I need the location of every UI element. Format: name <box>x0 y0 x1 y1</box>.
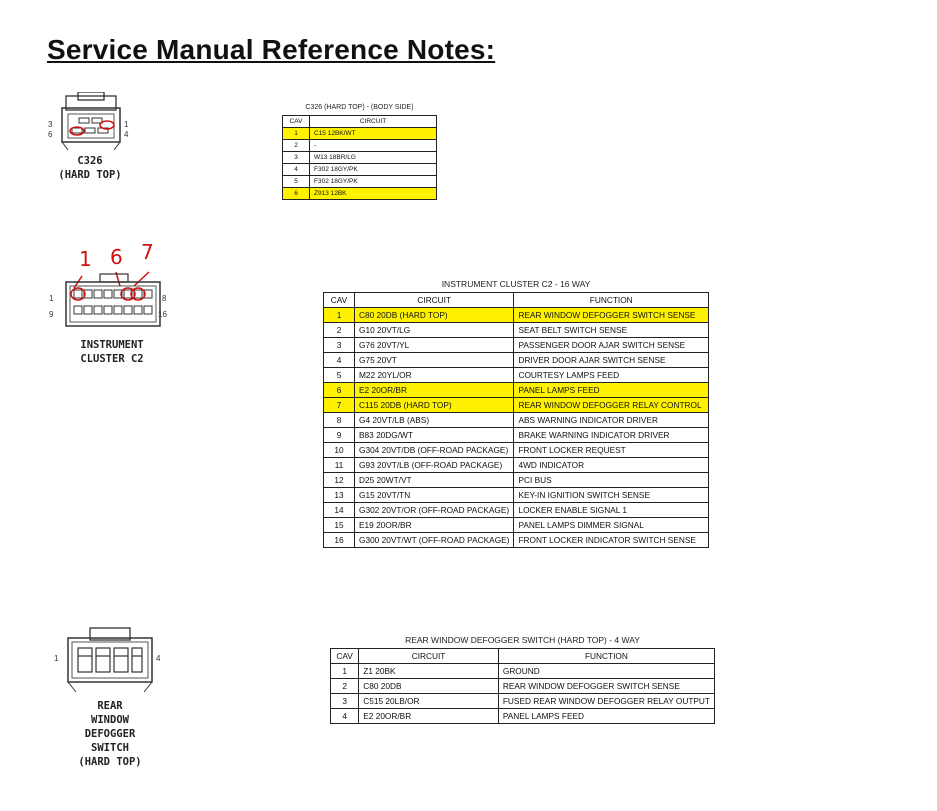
cell-cav: 15 <box>324 518 355 533</box>
cell-function: PCI BUS <box>514 473 709 488</box>
defogger-label-line: (HARD TOP) <box>78 756 142 768</box>
cluster-connector-drawing <box>44 268 174 330</box>
cell-circuit: E19 20OR/BR <box>355 518 514 533</box>
cell-cav: 1 <box>331 664 359 679</box>
cell-function: BRAKE WARNING INDICATOR DRIVER <box>514 428 709 443</box>
cell-function: DRIVER DOOR AJAR SWITCH SENSE <box>514 353 709 368</box>
cell-cav: 12 <box>324 473 355 488</box>
cluster-pin-8: 8 <box>162 294 167 303</box>
cell-cav: 13 <box>324 488 355 503</box>
cell-cav: 1 <box>283 128 310 140</box>
c326-connector-label <box>44 154 136 182</box>
table-row <box>324 353 709 368</box>
cell-circuit: - <box>310 140 437 152</box>
table-row <box>331 709 715 724</box>
table-row <box>331 679 715 694</box>
table-row <box>283 176 437 188</box>
cell-circuit: E2 20OR/BR <box>355 383 514 398</box>
cell-cav: 10 <box>324 443 355 458</box>
defogger-table-caption: REAR WINDOW DEFOGGER SWITCH (HARD TOP) - 4 WAY <box>405 635 640 645</box>
cell-circuit: E2 20OR/BR <box>359 709 499 724</box>
c326-pin-6: 6 <box>48 130 53 139</box>
table-row <box>331 664 715 679</box>
cell-function: ABS WARNING INDICATOR DRIVER <box>514 413 709 428</box>
table-header-row <box>283 116 437 128</box>
cell-cav: 5 <box>324 368 355 383</box>
table-row <box>283 128 437 140</box>
col-header-cav: CAV <box>331 649 359 664</box>
table-row <box>324 443 709 458</box>
defogger-label-line: SWITCH <box>91 742 129 754</box>
cell-cav: 8 <box>324 413 355 428</box>
cell-circuit: G4 20VT/LB (ABS) <box>355 413 514 428</box>
table-row <box>324 323 709 338</box>
cluster-label-line2: CLUSTER C2 <box>80 353 144 365</box>
cell-cav: 2 <box>324 323 355 338</box>
cell-cav: 7 <box>324 398 355 413</box>
cell-cav: 2 <box>331 679 359 694</box>
table-row <box>324 383 709 398</box>
cell-circuit: W13 18BR/LG <box>310 152 437 164</box>
cell-function: COURTESY LAMPS FEED <box>514 368 709 383</box>
col-header-circuit: CIRCUIT <box>355 293 514 308</box>
cell-cav: 4 <box>324 353 355 368</box>
table-header-row <box>324 293 709 308</box>
cluster-table-caption: INSTRUMENT CLUSTER C2 - 16 WAY <box>441 279 591 289</box>
table-header-row <box>331 649 715 664</box>
cell-cav: 3 <box>331 694 359 709</box>
cell-circuit: C15 12BK/WT <box>310 128 437 140</box>
cell-function: FRONT LOCKER REQUEST <box>514 443 709 458</box>
cell-circuit: G10 20VT/LG <box>355 323 514 338</box>
c326-connector-drawing <box>44 92 144 152</box>
cluster-pin-1: 1 <box>49 294 54 303</box>
col-header-circuit: CIRCUIT <box>359 649 499 664</box>
cell-circuit: M22 20YL/OR <box>355 368 514 383</box>
cluster-connector-icon <box>44 268 174 330</box>
handwritten-pin-6: 6 <box>110 245 123 269</box>
cell-function: PANEL LAMPS DIMMER SIGNAL <box>514 518 709 533</box>
c326-pin-1: 1 <box>124 120 129 129</box>
cell-circuit: F302 18GY/PK <box>310 176 437 188</box>
cell-circuit: G75 20VT <box>355 353 514 368</box>
table-row <box>324 398 709 413</box>
defogger-label-line: REAR <box>97 700 123 712</box>
table-row <box>324 473 709 488</box>
cell-circuit: Z913 12BK <box>310 188 437 200</box>
cell-cav: 11 <box>324 458 355 473</box>
c326-table-caption: C326 (HARD TOP) - (BODY SIDE) <box>305 104 414 111</box>
cell-cav: 6 <box>324 383 355 398</box>
table-row <box>324 458 709 473</box>
cluster-pin-16: 16 <box>158 310 167 319</box>
table-row <box>324 503 709 518</box>
cell-cav: 16 <box>324 533 355 548</box>
table-row <box>283 140 437 152</box>
cell-circuit: G15 20VT/TN <box>355 488 514 503</box>
cell-cav: 2 <box>283 140 310 152</box>
cell-circuit: G302 20VT/OR (OFF-ROAD PACKAGE) <box>355 503 514 518</box>
cell-function: PANEL LAMPS FEED <box>514 383 709 398</box>
c326-label-line1: C326 <box>77 155 103 167</box>
cell-cav: 4 <box>283 164 310 176</box>
col-header-function: FUNCTION <box>498 649 714 664</box>
table-row <box>283 164 437 176</box>
cell-function: REAR WINDOW DEFOGGER SWITCH SENSE <box>498 679 714 694</box>
cell-cav: 4 <box>331 709 359 724</box>
cluster-pin-9: 9 <box>49 310 54 319</box>
cell-cav: 3 <box>283 152 310 164</box>
c326-pin-4: 4 <box>124 130 129 139</box>
table-row <box>324 413 709 428</box>
table-row <box>324 488 709 503</box>
col-header-cav: CAV <box>283 116 310 128</box>
page-title: Service Manual Reference Notes: <box>47 34 496 65</box>
cell-circuit: Z1 20BK <box>359 664 499 679</box>
cell-circuit: D25 20WT/VT <box>355 473 514 488</box>
cell-function: LOCKER ENABLE SIGNAL 1 <box>514 503 709 518</box>
cell-cav: 1 <box>324 308 355 323</box>
defogger-pin-1: 1 <box>54 654 59 663</box>
cell-circuit: C515 20LB/OR <box>359 694 499 709</box>
cell-function: GROUND <box>498 664 714 679</box>
table-row <box>331 694 715 709</box>
cluster-connector-label <box>62 338 162 366</box>
cell-function: REAR WINDOW DEFOGGER RELAY CONTROL <box>514 398 709 413</box>
cell-cav: 9 <box>324 428 355 443</box>
cell-function: FRONT LOCKER INDICATOR SWITCH SENSE <box>514 533 709 548</box>
defogger-connector-drawing <box>50 626 170 696</box>
cell-circuit: G304 20VT/DB (OFF-ROAD PACKAGE) <box>355 443 514 458</box>
col-header-cav: CAV <box>324 293 355 308</box>
table-row <box>324 533 709 548</box>
cell-function: PASSENGER DOOR AJAR SWITCH SENSE <box>514 338 709 353</box>
cell-function: PANEL LAMPS FEED <box>498 709 714 724</box>
defogger-connector-icon <box>50 626 170 696</box>
table-row <box>283 152 437 164</box>
cell-function: KEY-IN IGNITION SWITCH SENSE <box>514 488 709 503</box>
defogger-table <box>330 648 715 724</box>
c326-label-line2: (HARD TOP) <box>58 169 122 181</box>
c326-pin-3: 3 <box>48 120 53 129</box>
cell-circuit: B83 20DG/WT <box>355 428 514 443</box>
cell-cav: 5 <box>283 176 310 188</box>
defogger-pin-4: 4 <box>156 654 161 663</box>
c326-table <box>282 115 437 200</box>
cell-circuit: C80 20DB <box>359 679 499 694</box>
cell-circuit: G93 20VT/LB (OFF-ROAD PACKAGE) <box>355 458 514 473</box>
cell-cav: 3 <box>324 338 355 353</box>
table-row <box>324 338 709 353</box>
table-row <box>324 368 709 383</box>
cell-circuit: C80 20DB (HARD TOP) <box>355 308 514 323</box>
defogger-label-line: WINDOW <box>91 714 129 726</box>
cell-cav: 14 <box>324 503 355 518</box>
table-row <box>324 428 709 443</box>
defogger-label-line: DEFOGGER <box>84 728 136 740</box>
cell-circuit: F302 18GY/PK <box>310 164 437 176</box>
c326-connector-icon <box>44 92 144 152</box>
col-header-function: FUNCTION <box>514 293 709 308</box>
table-row <box>283 188 437 200</box>
cell-function: REAR WINDOW DEFOGGER SWITCH SENSE <box>514 308 709 323</box>
handwritten-pin-1: 1 <box>79 247 92 271</box>
cluster-table <box>323 292 709 548</box>
cell-cav: 6 <box>283 188 310 200</box>
cell-function: 4WD INDICATOR <box>514 458 709 473</box>
table-row <box>324 518 709 533</box>
cell-function: SEAT BELT SWITCH SENSE <box>514 323 709 338</box>
cluster-label-line1: INSTRUMENT <box>80 339 144 351</box>
table-row <box>324 308 709 323</box>
cell-function: FUSED REAR WINDOW DEFOGGER RELAY OUTPUT <box>498 694 714 709</box>
cell-circuit: G300 20VT/WT (OFF-ROAD PACKAGE) <box>355 533 514 548</box>
defogger-connector-label <box>60 699 160 769</box>
handwritten-pin-7: 7 <box>141 240 154 264</box>
col-header-circuit: CIRCUIT <box>310 116 437 128</box>
cell-circuit: C115 20DB (HARD TOP) <box>355 398 514 413</box>
cell-circuit: G76 20VT/YL <box>355 338 514 353</box>
